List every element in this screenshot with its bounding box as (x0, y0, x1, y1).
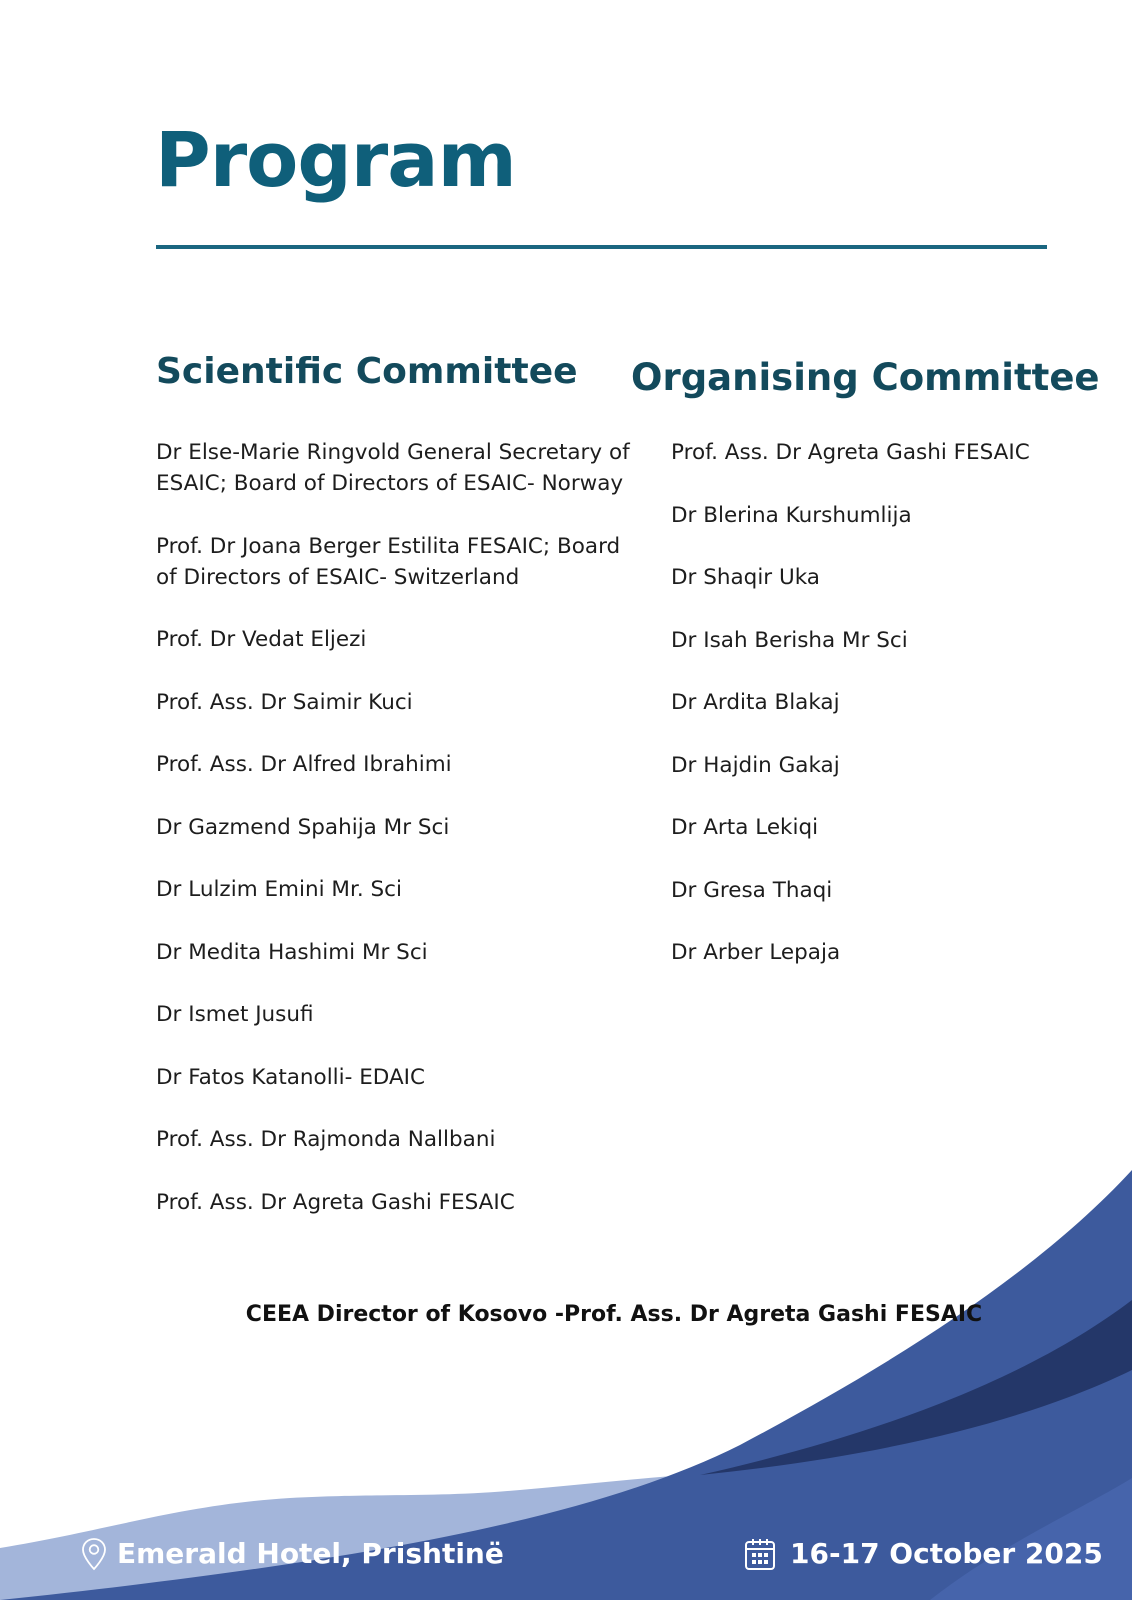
ceea-director-line: CEEA Director of Kosovo -Prof. Ass. Dr Agreta Gashi FESAIC (245, 1302, 983, 1327)
scientific-committee-list (156, 437, 631, 1249)
list-item: Prof. Dr Vedat Eljezi (156, 627, 367, 652)
footer-location (81, 1537, 504, 1571)
list-item: Dr Gazmend Spahija Mr Sci (156, 814, 450, 840)
list-item: Dr Hajdin Gakaj (671, 752, 840, 778)
scientific-committee-heading: Scientific Committee (156, 351, 578, 392)
list-item: Prof. Ass. Dr Agreta Gashi FESAIC (671, 440, 1030, 465)
list-item: Dr Lulzim Emini Mr. Sci (156, 877, 402, 902)
list-item: Dr Arber Lepaja (671, 940, 841, 965)
list-item: Dr Gresa Thaqi (671, 877, 833, 903)
footer-date (744, 1537, 1103, 1571)
organising-committee-list (671, 437, 1111, 1000)
organising-committee-heading: Organising Committee (631, 356, 1100, 399)
list-item: Prof. Dr Joana Berger Estilita FESAIC; Board of Directors of ESAIC- Switzerland (156, 533, 621, 590)
list-item: Dr Else-Marie Ringvold General Secretary of ESAIC; Board of Directors of ESAIC- Norway (156, 440, 630, 496)
list-item: Dr Fatos Katanolli- EDAIC (156, 1064, 426, 1090)
title-divider (156, 245, 1047, 249)
list-item: Dr Ismet Jusufi (156, 1002, 314, 1027)
location-pin-icon (81, 1537, 107, 1571)
list-item: Dr Blerina Kurshumlija (671, 502, 912, 528)
list-item: Dr Arta Lekiqi (671, 815, 819, 840)
list-item: Dr Ardita Blakaj (671, 690, 840, 715)
list-item: Dr Isah Berisha Mr Sci (671, 627, 908, 653)
list-item: Prof. Ass. Dr Rajmonda Nallbani (156, 1127, 496, 1152)
list-item: Prof. Ass. Dr Agreta Gashi FESAIC (156, 1189, 515, 1215)
list-item: Prof. Ass. Dr Saimir Kuci (156, 689, 413, 715)
footer-location-text: Emerald Hotel, Prishtinë (117, 1537, 504, 1570)
list-item: Prof. Ass. Dr Alfred Ibrahimi (156, 752, 452, 777)
calendar-icon (744, 1537, 776, 1571)
page-title: Program (155, 115, 516, 204)
footer-date-text: 16-17 October 2025 (790, 1537, 1103, 1570)
list-item: Dr Medita Hashimi Mr Sci (156, 939, 428, 965)
list-item: Dr Shaqir Uka (671, 565, 820, 590)
